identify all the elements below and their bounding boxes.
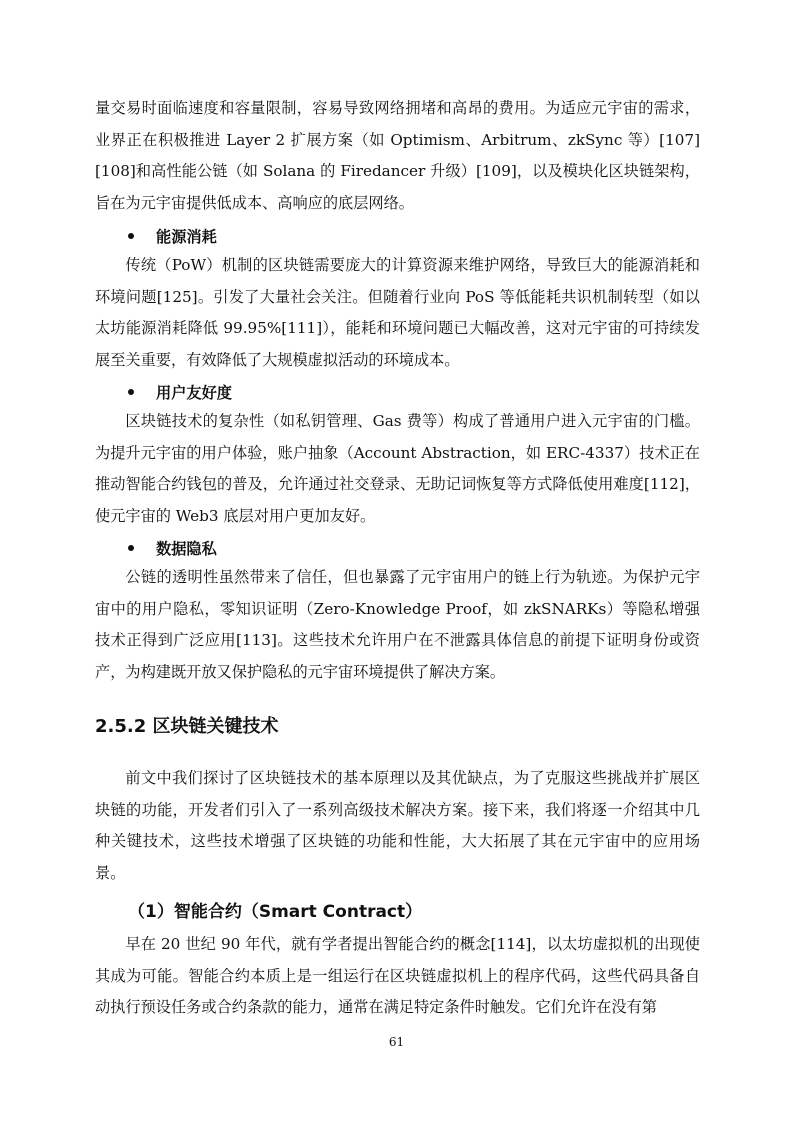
bullet-label: 数据隐私 [156,539,217,558]
paragraph-text: 传统（PoW）机制的区块链需要庞大的计算资源来维护网络，导致巨大的能源消耗和环境问题[125]。引发了大量社会关注。但随着行业向 PoS 等低能耗共识机制转型（如以太坊能源消耗降低 99.95%[111]），能耗和环境问题已大幅改善，这对元宇宙的可持续发展至关重要，有效降低了大规模虚拟活动的环境成本。 [95,256,700,369]
subsection-heading: （1）智能合约（Smart Contract） [128,902,423,922]
paragraph-energy [95,250,700,376]
paragraph-text: 前文中我们探讨了区块链技术的基本原理以及其优缺点，为了克服这些挑战并扩展区块链的功能，开发者们引入了一系列高级技术解决方案。接下来，我们将逐一介绍其中几种关键技术，这些技术增强了区块链的功能和性能，大大拓展了其在元宇宙中的应用场景。 [95,769,700,882]
bullet-icon [128,545,134,551]
paragraph-text: 区块链技术的复杂性（如私钥管理、Gas 费等）构成了普通用户进入元宇宙的门槛。为提升元宇宙的用户体验，账户抽象（Account Abstraction，如 ERC-4337）技术正在推动智能合约钱包的普及，允许通过社交登录、无助记词恢复等方式降低使用难度[112]，使元宇宙的 Web3 底层对用户更加友好。 [95,412,700,525]
paragraph-text: 量交易时面临速度和容量限制，容易导致网络拥堵和高昂的费用。为适应元宇宙的需求，业界正在积极推进 Layer 2 扩展方案（如 Optimism、Arbitrum、zkSync 等）[107][108]和高性能公链（如 Solana 的 Firedancer 升级）[109]，以及模块化区块链架构，旨在为元宇宙提供低成本、高响应的底层网络。 [95,99,700,212]
paragraph-intro-252 [95,763,700,889]
bullet-label: 用户友好度 [156,383,232,402]
bullet-usability [122,376,232,408]
paragraph-usability [95,406,700,532]
bullet-privacy [122,532,217,564]
bullet-label: 能源消耗 [156,227,217,246]
section-heading: 2.5.2 区块链关键技术 [95,716,279,737]
paragraph-scalability [95,93,700,219]
paragraph-text: 公链的透明性虽然带来了信任，但也暴露了元宇宙用户的链上行为轨迹。为保护元宇宙中的用户隐私，零知识证明（Zero-Knowledge Proof，如 zkSNARKs）等隐私增强技术正得到广泛应用[113]。这些技术允许用户在不泄露具体信息的前提下证明身份或资产，为构建既开放又保护隐私的元宇宙环境提供了解决方案。 [95,568,700,681]
bullet-energy [122,220,217,252]
bullet-icon [128,233,134,239]
paragraph-text: 早在 20 世纪 90 年代，就有学者提出智能合约的概念[114]，以太坊虚拟机的出现使其成为可能。智能合约本质上是一组运行在区块链虚拟机上的程序代码，这些代码具备自动执行预设任务或合约条款的能力，通常在满足特定条件时触发。它们允许在没有第 [95,935,700,1016]
paragraph-smart-contract [95,929,700,1024]
bullet-icon [128,389,134,395]
paragraph-privacy [95,562,700,688]
page-number: 61 [388,1035,405,1049]
